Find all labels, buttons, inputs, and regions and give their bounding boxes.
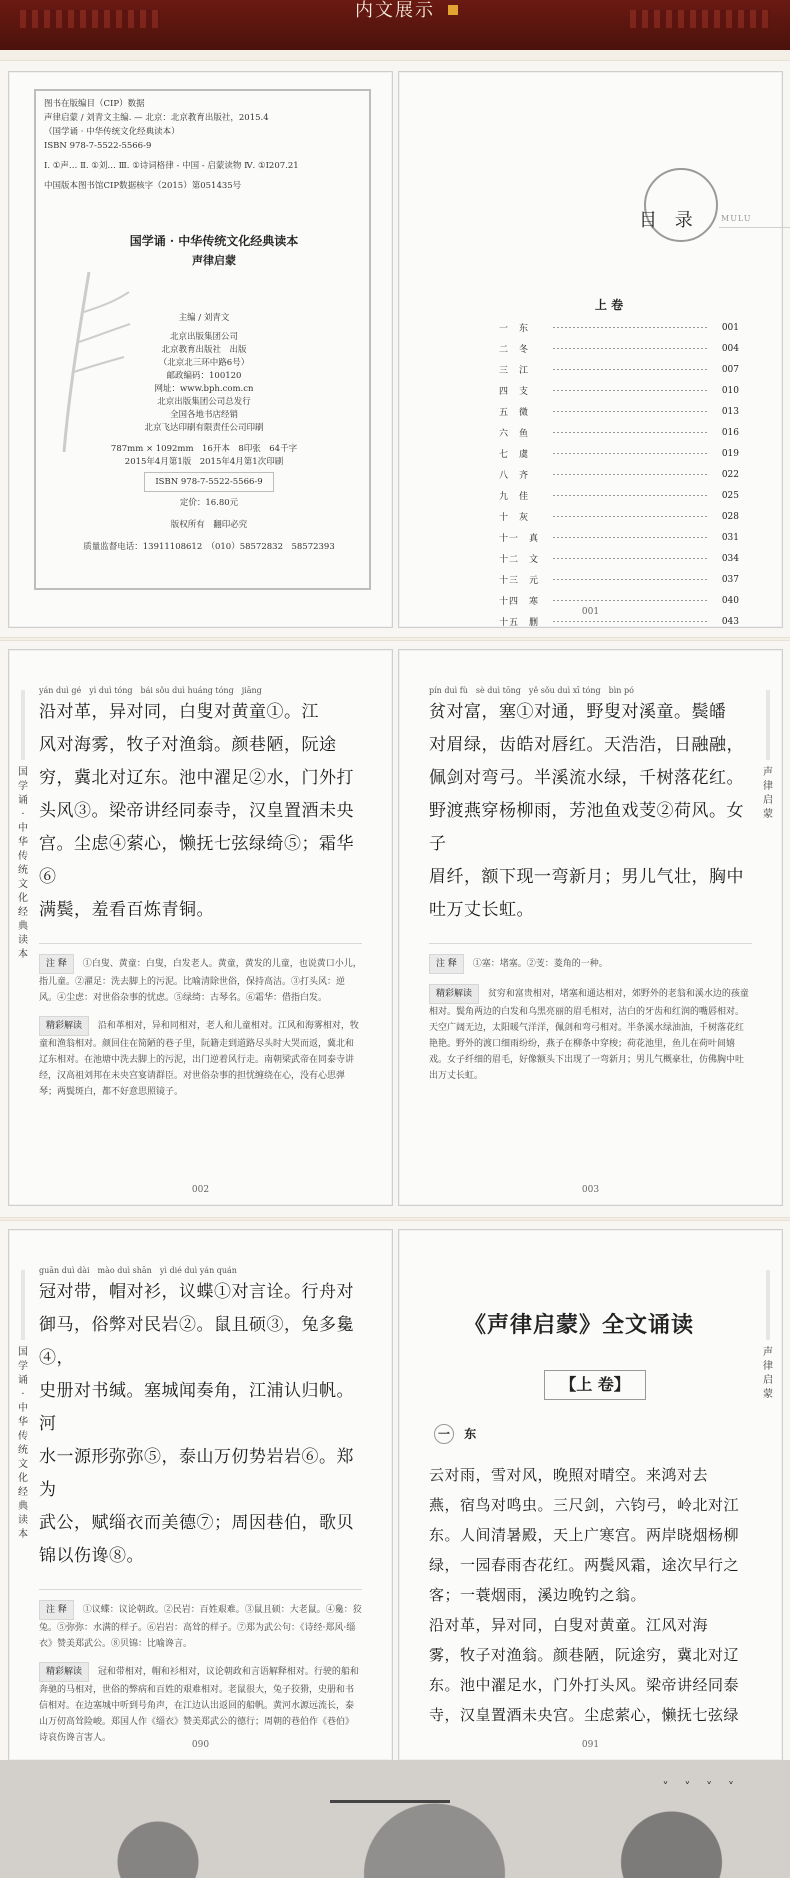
toc-dots	[553, 558, 709, 559]
boat-icon	[330, 1800, 450, 1803]
edition: 2015年4月第1版 2015年4月第1次印刷	[124, 457, 284, 467]
page-number: 090	[191, 1740, 210, 1750]
left-pattern-decoration	[20, 10, 160, 28]
toc-line	[719, 227, 790, 228]
right-pattern-decoration	[630, 10, 770, 28]
cip-block	[44, 97, 299, 193]
toc-row[interactable]	[499, 317, 739, 338]
toc-volume: 上 卷	[594, 298, 624, 312]
publisher-line: 北京教育出版社 出版	[161, 345, 247, 355]
notes-label: 注 释	[39, 1600, 74, 1620]
toc-row[interactable]	[499, 422, 739, 443]
cip-line: 中国版本图书馆CIP数据核字（2015）第051435号	[44, 181, 242, 191]
verse-line: 武公，赋缁衣而美德⑦；周因巷伯，歌贝	[39, 1513, 354, 1533]
spine-text: 声律启蒙	[763, 1347, 773, 1400]
spine-bar	[21, 690, 25, 760]
toc-item-page: 016	[721, 427, 739, 438]
spine-bar	[766, 690, 770, 760]
text-page-left	[8, 1229, 393, 1761]
explain-text: 贫穷和富贵相对，堵塞和通达相对，郊野外的老翁和溪水边的孩童相对。鬓角两边的白发和乌黑亮丽的眉毛相对，洁白的牙齿和红润的嘴唇相对。天空广阔无边，太阳暖气洋洋，佩剑和弯弓相对。半条溪水绿油油，千树落花红艳艳。野外的渡口细雨纷纷，燕子在柳条中穿梭；荷花池里，鱼儿在荷叶间嬉戏。女子纤细的眉毛，好像额头下出现了一弯新月；男儿气概豪壮，仿佛胸中吐出万丈长虹。	[429, 989, 749, 1081]
section-title: 东	[464, 1427, 477, 1441]
publisher-line: 北京出版集团公司	[169, 332, 238, 342]
cip-line: 图书在版编目（CIP）数据	[44, 99, 145, 109]
header-bar	[0, 0, 790, 50]
toc-row[interactable]	[499, 506, 739, 527]
verse-line: 寺，汉皇置酒未央宫。尘虑萦心，懒抚七弦绿	[429, 1706, 740, 1724]
toc-item-page: 007	[721, 364, 739, 375]
toc-item-name: 十一 真	[499, 534, 540, 544]
page-content	[39, 1260, 362, 1743]
verse-line: 穷，冀北对辽东。池中濯足②水，门外打	[39, 768, 354, 788]
toc-row[interactable]	[499, 569, 739, 590]
verse-line: 御马，俗弊对民岩②。鼠且硕③，兔多毚④，	[39, 1315, 354, 1368]
verse-text	[429, 1460, 752, 1730]
toc-item-page: 028	[721, 511, 739, 522]
notes-section	[39, 943, 362, 1100]
verse-line: 风对海雾，牧子对渔翁。颜巷陋，阮途	[39, 735, 337, 755]
toc-dots	[553, 621, 709, 622]
publisher-line: 邮政编码：100120	[166, 371, 242, 381]
toc-label: 目 录	[639, 210, 699, 231]
publisher-block	[104, 312, 304, 469]
toc-dots	[553, 516, 709, 517]
book-specs: 787mm × 1092mm 16开本 8印张 64千字	[110, 444, 298, 454]
header-title: 内文展示	[355, 0, 435, 21]
cip-line: （国学诵 · 中华传统文化经典读本）	[44, 127, 180, 137]
price: 定价：16.80元	[179, 498, 239, 508]
verse-line: 史册对书缄。塞城闻奏角，江浦认归帆。河	[39, 1381, 354, 1434]
spine-text: 国学诵 · 中华传统文化经典读本	[18, 767, 28, 960]
notes-section	[429, 943, 752, 1084]
toc-item-page: 022	[721, 469, 739, 480]
toc-item-name: 三 江	[499, 366, 530, 376]
toc-item-page: 019	[721, 448, 739, 459]
toc-row[interactable]	[499, 527, 739, 548]
verse-text	[39, 696, 362, 927]
notes-text: ①白叟、黄童：白叟，白发老人。黄童，黄发的儿童，也说黄口小儿，指儿童。②濯足：洗去脚上的污泥。比喻清除世俗，保持高洁。③打头风：逆风。④尘虑：对世俗杂事的忧虑。⑤绿绮：古琴名。⑥霜华：借指白发。	[39, 959, 362, 1003]
toc-item-name: 十二 文	[499, 555, 540, 565]
toc-header	[509, 132, 769, 231]
verse-line: 绿，一园春雨杏花红。两鬓风霜，途次早行之	[429, 1556, 740, 1574]
spine-text: 声律启蒙	[763, 767, 773, 820]
quality-line: 质量监督电话：13911108612 （010）58572832 58572393	[83, 542, 335, 552]
page-content	[429, 680, 752, 1175]
copyright-page	[8, 71, 393, 628]
cip-line: 声律启蒙 / 刘青文主编. — 北京：北京教育出版社，2015.4	[44, 113, 269, 123]
notes-text: ①塞：堵塞。②芰：菱角的一种。	[472, 959, 608, 969]
section-header	[434, 1424, 476, 1444]
toc-list	[499, 317, 739, 632]
verse-line: 头风③。梁帝讲经同泰寺，汉皇置酒未央	[39, 801, 354, 821]
right-spine	[760, 690, 776, 822]
editor: 主编 / 刘青文	[178, 313, 230, 323]
cip-line: ISBN 978-7-5522-5566-9	[44, 141, 152, 151]
toc-page	[398, 71, 783, 628]
verse-line: 眉纤，额下现一弯新月；男儿气壮，胸中	[429, 867, 744, 887]
cip-line: Ⅰ. ①声… Ⅱ. ①刘… Ⅲ. ①诗词格律 - 中国 - 启蒙读物 Ⅳ. ①I207.21	[44, 161, 299, 171]
page-number: 002	[191, 1185, 210, 1195]
verse-line: 雾，牧子对渔翁。颜巷陋，阮途穷，冀北对辽	[429, 1646, 740, 1664]
toc-dots	[553, 327, 709, 328]
bottom-block	[79, 472, 339, 554]
spread-2	[0, 640, 790, 1218]
verse-line: 冠对带，帽对衫，议蝶①对言诠。行舟对	[39, 1282, 354, 1302]
verse-text	[429, 696, 752, 927]
spread-1	[0, 60, 790, 638]
toc-item-page: 034	[721, 553, 739, 564]
publisher-line: 北京出版集团公司总发行	[157, 397, 251, 407]
publisher-line: 北京飞达印刷有限责任公司印刷	[144, 423, 264, 433]
toc-item-page: 040	[721, 595, 739, 606]
publisher-line: 全国各地书店经销	[169, 410, 238, 420]
page-number: 091	[581, 1740, 600, 1750]
toc-item-page: 013	[721, 406, 739, 417]
toc-dots	[553, 537, 709, 538]
verse-line: 东。人间清暑殿，天上广寒宫。两岸晓烟杨柳	[429, 1526, 740, 1544]
toc-item-name: 十 灰	[499, 513, 530, 523]
toc-dots	[553, 432, 709, 433]
verse-line: 沿对革，异对同，白叟对黄童①。江	[39, 702, 319, 722]
explain-label: 精彩解读	[39, 1016, 89, 1036]
pinyin-line: guān duì dài mào duì shān yì dié duì yán quán	[39, 1266, 237, 1275]
toc-row[interactable]	[499, 359, 739, 380]
page-content	[429, 1460, 752, 1730]
toc-item-name: 十五 删	[499, 618, 540, 628]
toc-row[interactable]	[499, 464, 739, 485]
toc-item-page: 001	[721, 322, 739, 333]
verse-line: 东。池中濯足水，门外打头风。梁帝讲经同泰	[429, 1676, 740, 1694]
spine-text: 国学诵 · 中华传统文化经典读本	[18, 1347, 28, 1540]
publisher-line: 网址：www.bph.com.cn	[154, 384, 254, 394]
toc-item-page: 037	[721, 574, 739, 585]
book-title: 声律启蒙	[192, 254, 236, 267]
toc-item-name: 四 支	[499, 387, 530, 397]
rights: 版权所有 翻印必究	[170, 520, 248, 530]
toc-dots	[553, 348, 709, 349]
verse-line: 客；一蓑烟雨，溪边晚钓之翁。	[429, 1586, 647, 1604]
pinyin-line: yán duì gé yì duì tóng bái sǒu duì huáng tóng jiāng	[39, 686, 262, 695]
gold-square-icon	[448, 5, 458, 15]
toc-dots	[553, 390, 709, 391]
series-title: 国学诵 · 中华传统文化经典读本	[129, 234, 299, 248]
toc-dots	[553, 411, 709, 412]
toc-item-name: 六 鱼	[499, 429, 530, 439]
text-page-right	[398, 1229, 783, 1761]
toc-item-name: 十三 元	[499, 576, 540, 586]
mountain-silhouette	[0, 1798, 790, 1878]
bottom-landscape	[0, 1760, 790, 1878]
notes-text: ①议蝶：议论朝政。②民岩：百姓艰难。③鼠且硕：大老鼠。④毚：狡兔。⑤弥弥：水满的样子。⑥岩岩：高耸的样子。⑦郑为武公句：《诗经·郑风·缁衣》赞美郑武公。⑧贝锦：比喻谗言。	[39, 1605, 362, 1649]
verse-line: 燕，宿鸟对鸣虫。三尺剑，六钧弓，岭北对江	[429, 1496, 740, 1514]
verse-line: 对眉绿，齿皓对唇红。天浩浩，日融融，	[429, 735, 744, 755]
page-number: 003	[581, 1185, 600, 1195]
verse-line: 宫。尘虑④萦心，懒抚七弦绿绮⑤；霜华⑥	[39, 834, 354, 887]
notes-section	[39, 1589, 362, 1746]
explain-text: 沿和革相对，异和同相对，老人和儿童相对。江风和海雾相对，牧童和渔翁相对。颜回住在简陋的巷子里，阮籍走到道路尽头时大哭而返，冀北和辽东相对。在池塘中洗去脚上的污泥，出门逆着风行走。南朝梁武帝在同泰寺讲经，汉高祖刘邦在未央宫宴请群臣。对世俗杂事的担忧缠绕在心，没有心思弹琴；两鬓斑白，都不好意思照镜子。	[39, 1021, 359, 1097]
toc-item-name: 十四 寒	[499, 597, 540, 607]
explain-text: 冠和带相对，帽和衫相对，议论朝政和言语解释相对。行驶的船和奔驰的马相对，世俗的弊病和百姓的艰难相对。老鼠很大，兔子狡猾，史册和书信相对。在边塞城中听到号角声，在江边认出返回的船帆。黄河水源远流长，泰山万仞高耸险峻。郑国人作《缁衣》赞美郑武公的德行；周朝的巷伯作《巷伯》诗哀伤谗言害人。	[39, 1667, 359, 1743]
verse-line: 野渡燕穿杨柳雨，芳池鱼戏芰②荷风。女子	[429, 801, 744, 854]
toc-mulu: MULU	[721, 214, 752, 223]
toc-item-page: 031	[721, 532, 739, 543]
toc-item-page: 025	[721, 490, 739, 501]
toc-item-name: 五 微	[499, 408, 530, 418]
toc-item-name: 二 冬	[499, 345, 530, 355]
toc-row[interactable]	[499, 338, 739, 359]
toc-dots	[553, 579, 709, 580]
section-number: 一	[434, 1424, 454, 1444]
text-page-right	[398, 649, 783, 1206]
toc-dots	[553, 495, 709, 496]
isbn-box: ISBN 978-7-5522-5566-9	[144, 472, 273, 492]
right-spine	[760, 1270, 776, 1402]
toc-item-page: 010	[721, 385, 739, 396]
notes-label: 注 释	[39, 954, 74, 974]
page-content	[39, 680, 362, 1175]
page-number: 001	[581, 607, 600, 617]
text-page-left	[8, 649, 393, 1206]
spread-3	[0, 1220, 790, 1798]
pinyin-line: pín duì fù sè duì tōng yě sǒu duì xī tóng bìn pó	[429, 686, 634, 695]
fulltext-title: 《声律启蒙》全文诵读	[464, 1312, 695, 1338]
toc-row[interactable]	[499, 380, 739, 401]
toc-dots	[553, 453, 709, 454]
spine-bar	[21, 1270, 25, 1340]
toc-item-page: 004	[721, 343, 739, 354]
toc-row[interactable]	[499, 443, 739, 464]
toc-item-name: 七 虞	[499, 450, 530, 460]
toc-item-page: 043	[721, 616, 739, 627]
explain-label: 精彩解读	[429, 984, 479, 1004]
toc-item-name: 九 佳	[499, 492, 530, 502]
left-spine	[15, 690, 31, 962]
verse-line: 贫对富，塞①对通，野叟对溪童。鬓皤	[429, 702, 727, 722]
left-spine	[15, 1270, 31, 1542]
birds-icon: ˅ ˅ ˅ ˅	[662, 1780, 740, 1794]
verse-line: 云对雨，雪对风，晚照对晴空。来鸿对去	[429, 1466, 709, 1484]
toc-row[interactable]	[499, 548, 739, 569]
toc-dots	[553, 600, 709, 601]
verse-line: 水一源形弥弥⑤，泰山万仞势岩岩⑥。郑为	[39, 1447, 354, 1500]
toc-item-name: 八 齐	[499, 471, 530, 481]
notes-label: 注 释	[429, 954, 464, 974]
toc-row[interactable]	[499, 485, 739, 506]
verse-text	[39, 1276, 362, 1573]
verse-line: 沿对革，异对同，白叟对黄童。江风对海	[429, 1616, 709, 1634]
toc-row[interactable]	[499, 401, 739, 422]
toc-item-name: 一 东	[499, 324, 530, 334]
volume-box: 【上 卷】	[544, 1370, 646, 1400]
spine-bar	[766, 1270, 770, 1340]
verse-line: 满鬓，羞看百炼青铜。	[39, 900, 214, 920]
verse-line: 吐万丈长虹。	[429, 900, 534, 920]
verse-line: 佩剑对弯弓。半溪流水绿，千树落花红。	[429, 768, 744, 788]
publisher-line: （北京北三环中路6号）	[158, 358, 250, 368]
verse-line: 锦以伤谗⑧。	[39, 1546, 144, 1566]
explain-label: 精彩解读	[39, 1662, 89, 1682]
toc-dots	[553, 474, 709, 475]
toc-dots	[553, 369, 709, 370]
